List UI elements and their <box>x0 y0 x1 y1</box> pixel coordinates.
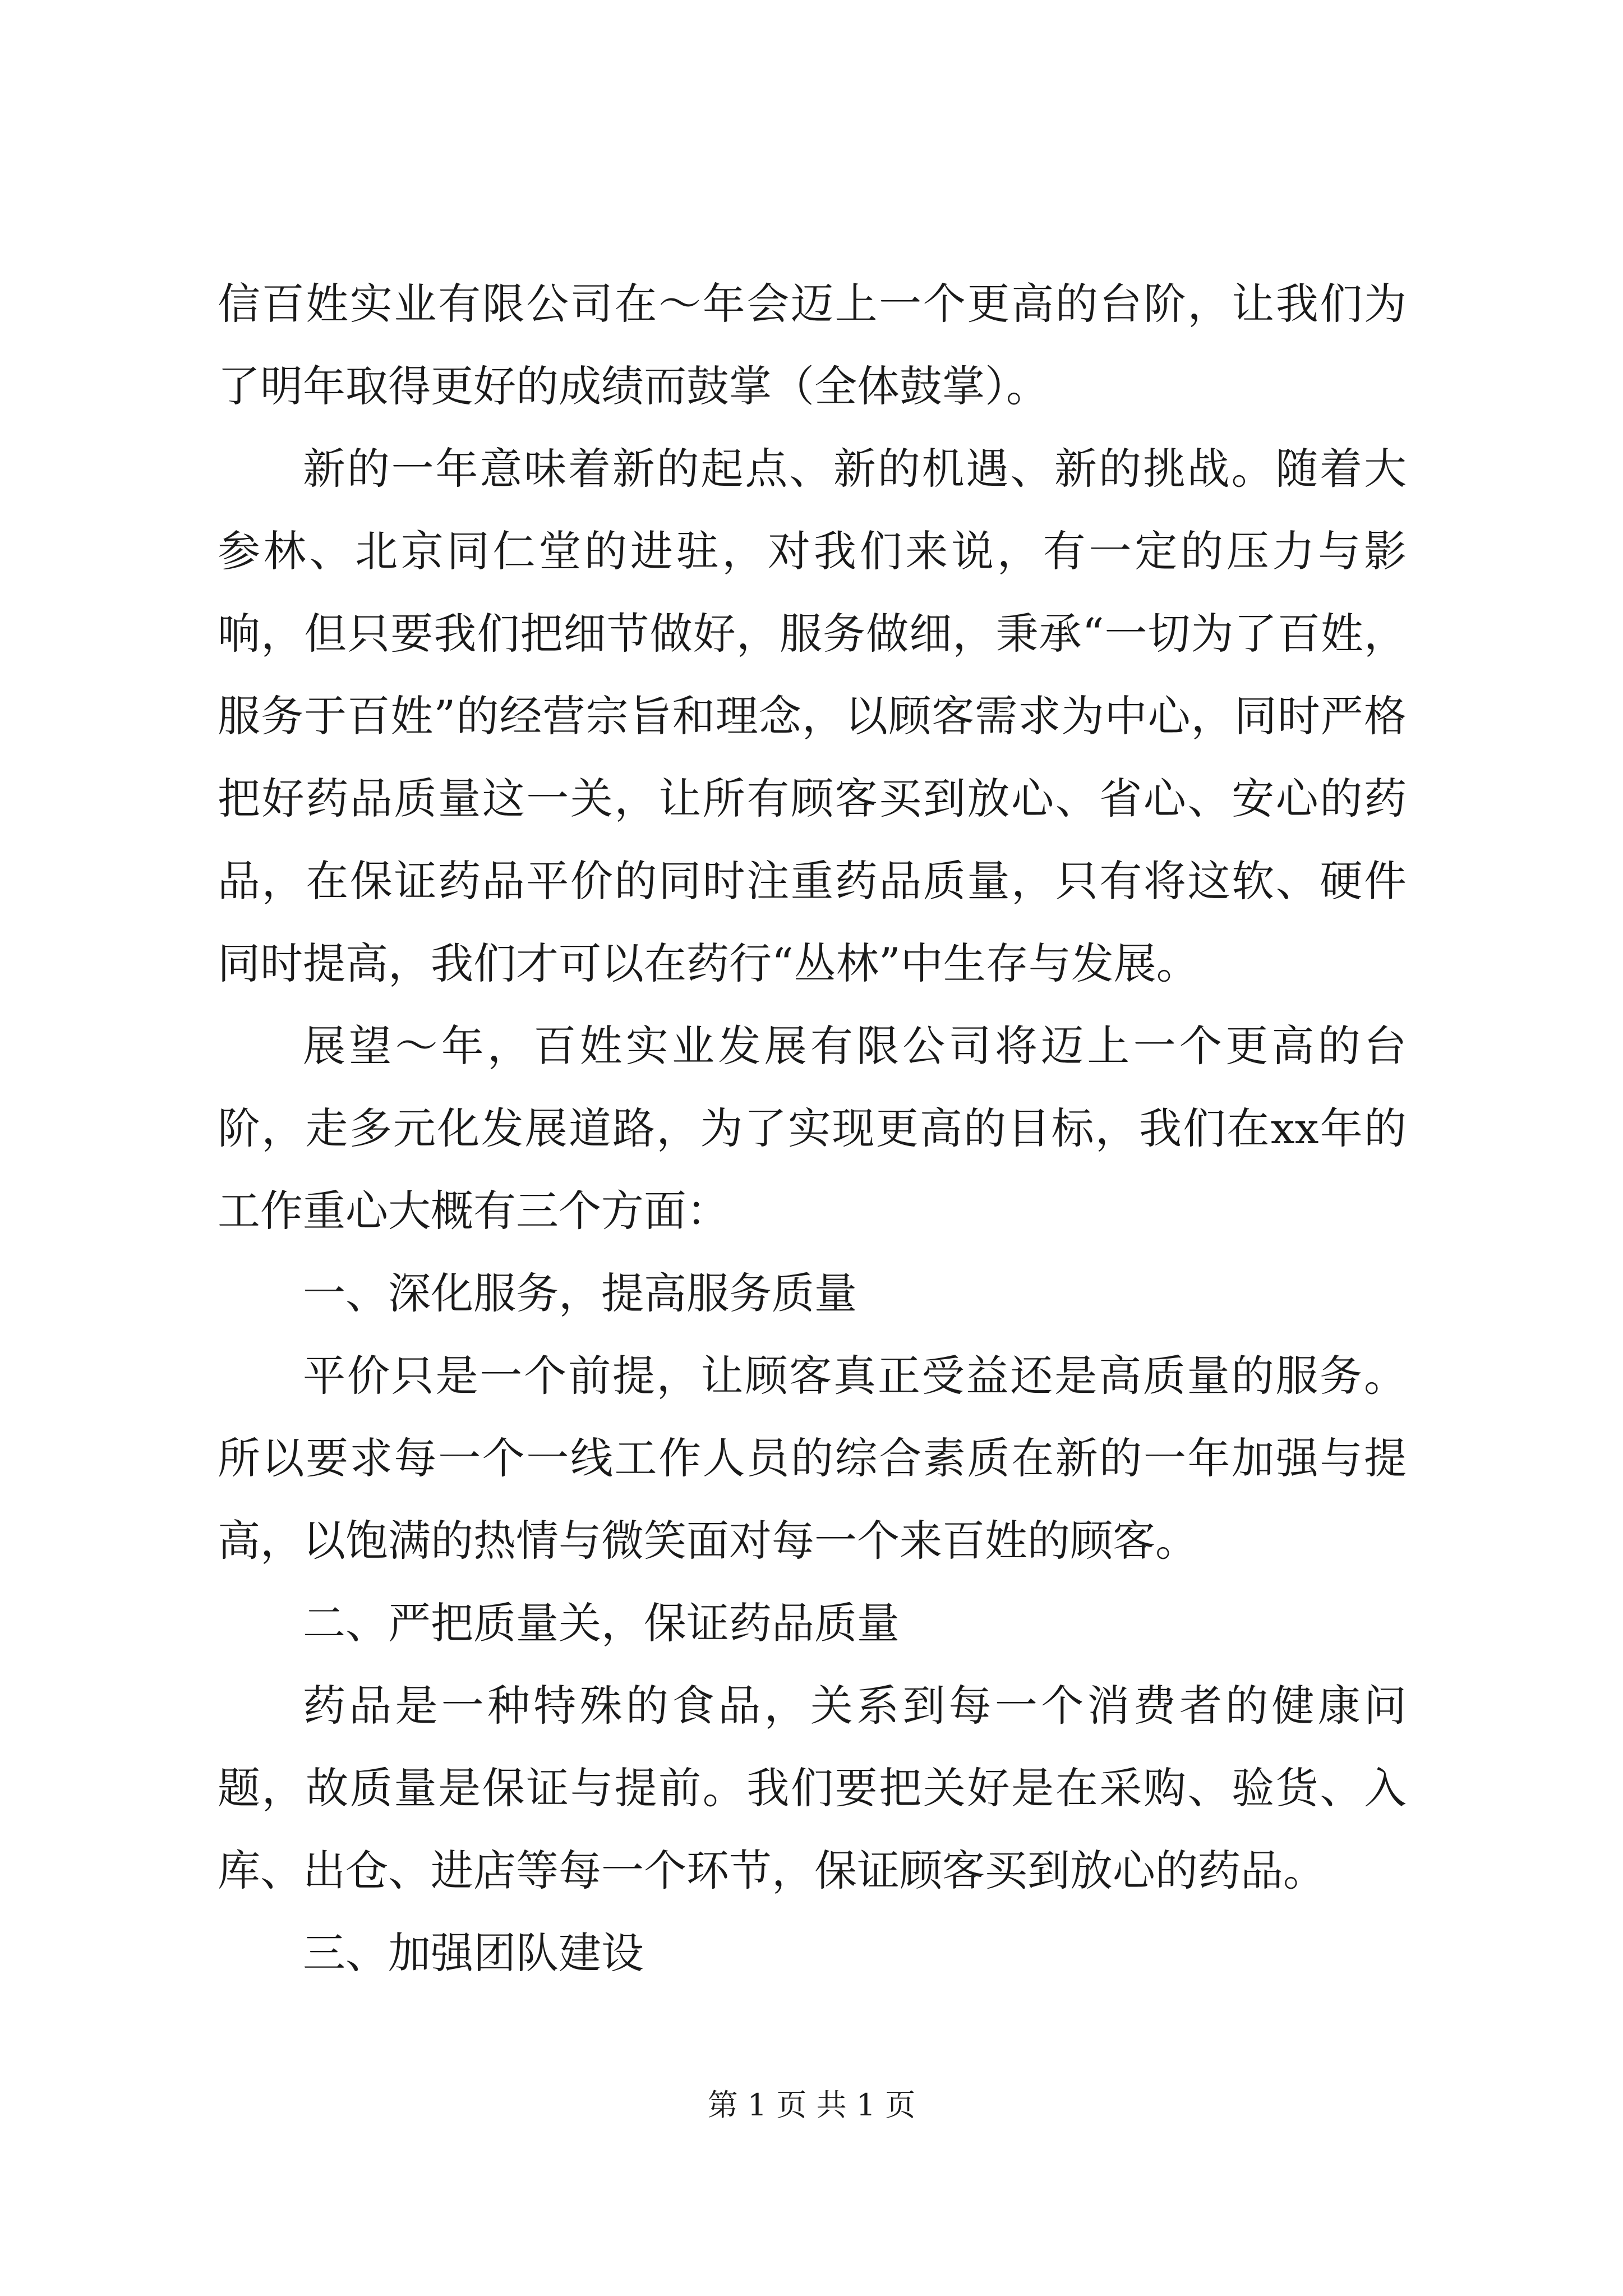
page-number-label: 第 1 页 共 1 页 <box>707 2087 916 2123</box>
section-heading: 三、加强团队建设 <box>303 1928 644 1978</box>
section-heading: 一、深化服务，提高服务质量 <box>303 1268 857 1318</box>
paragraph: 展望～年，百姓实业发展有限公司将迈上一个更高的台阶，走多元化发展道路，为了实现更高的目标，我们在xx年的工作重心大概有三个方面： <box>218 1021 1407 1236</box>
paragraph: 信百姓实业有限公司在～年会迈上一个更高的台阶，让我们为了明年取得更好的成绩而鼓掌（全体鼓掌）。 <box>218 279 1407 411</box>
paragraph: 新的一年意味着新的起点、新的机遇、新的挑战。随着大参林、北京同仁堂的进驻，对我们来说，有一定的压力与影响，但只要我们把细节做好，服务做细，秉承“一切为了百姓，服务于百姓”的经营宗旨和理念，以顾客需求为中心，同时严格把好药品质量这一关，让所有顾客买到放心、省心、安心的药品，在保证药品平价的同时注重药品质量，只有将这软、硬件同时提高，我们才可以在药行“丛林”中生存与发展。 <box>218 444 1407 988</box>
paragraph: 平价只是一个前提，让顾客真正受益还是高质量的服务。所以要求每一个一线工作人员的综合素质在新的一年加强与提高，以饱满的热情与微笑面对每一个来百姓的顾客。 <box>218 1351 1407 1566</box>
document-body <box>218 263 1407 1994</box>
paragraph: 药品是一种特殊的食品，关系到每一个消费者的健康问题，故质量是保证与提前。我们要把关好是在采购、验货、入库、出仓、进店等每一个环节，保证顾客买到放心的药品。 <box>218 1681 1407 1895</box>
page-footer <box>0 2086 1623 2125</box>
section-heading: 二、严把质量关，保证药品质量 <box>303 1598 900 1648</box>
